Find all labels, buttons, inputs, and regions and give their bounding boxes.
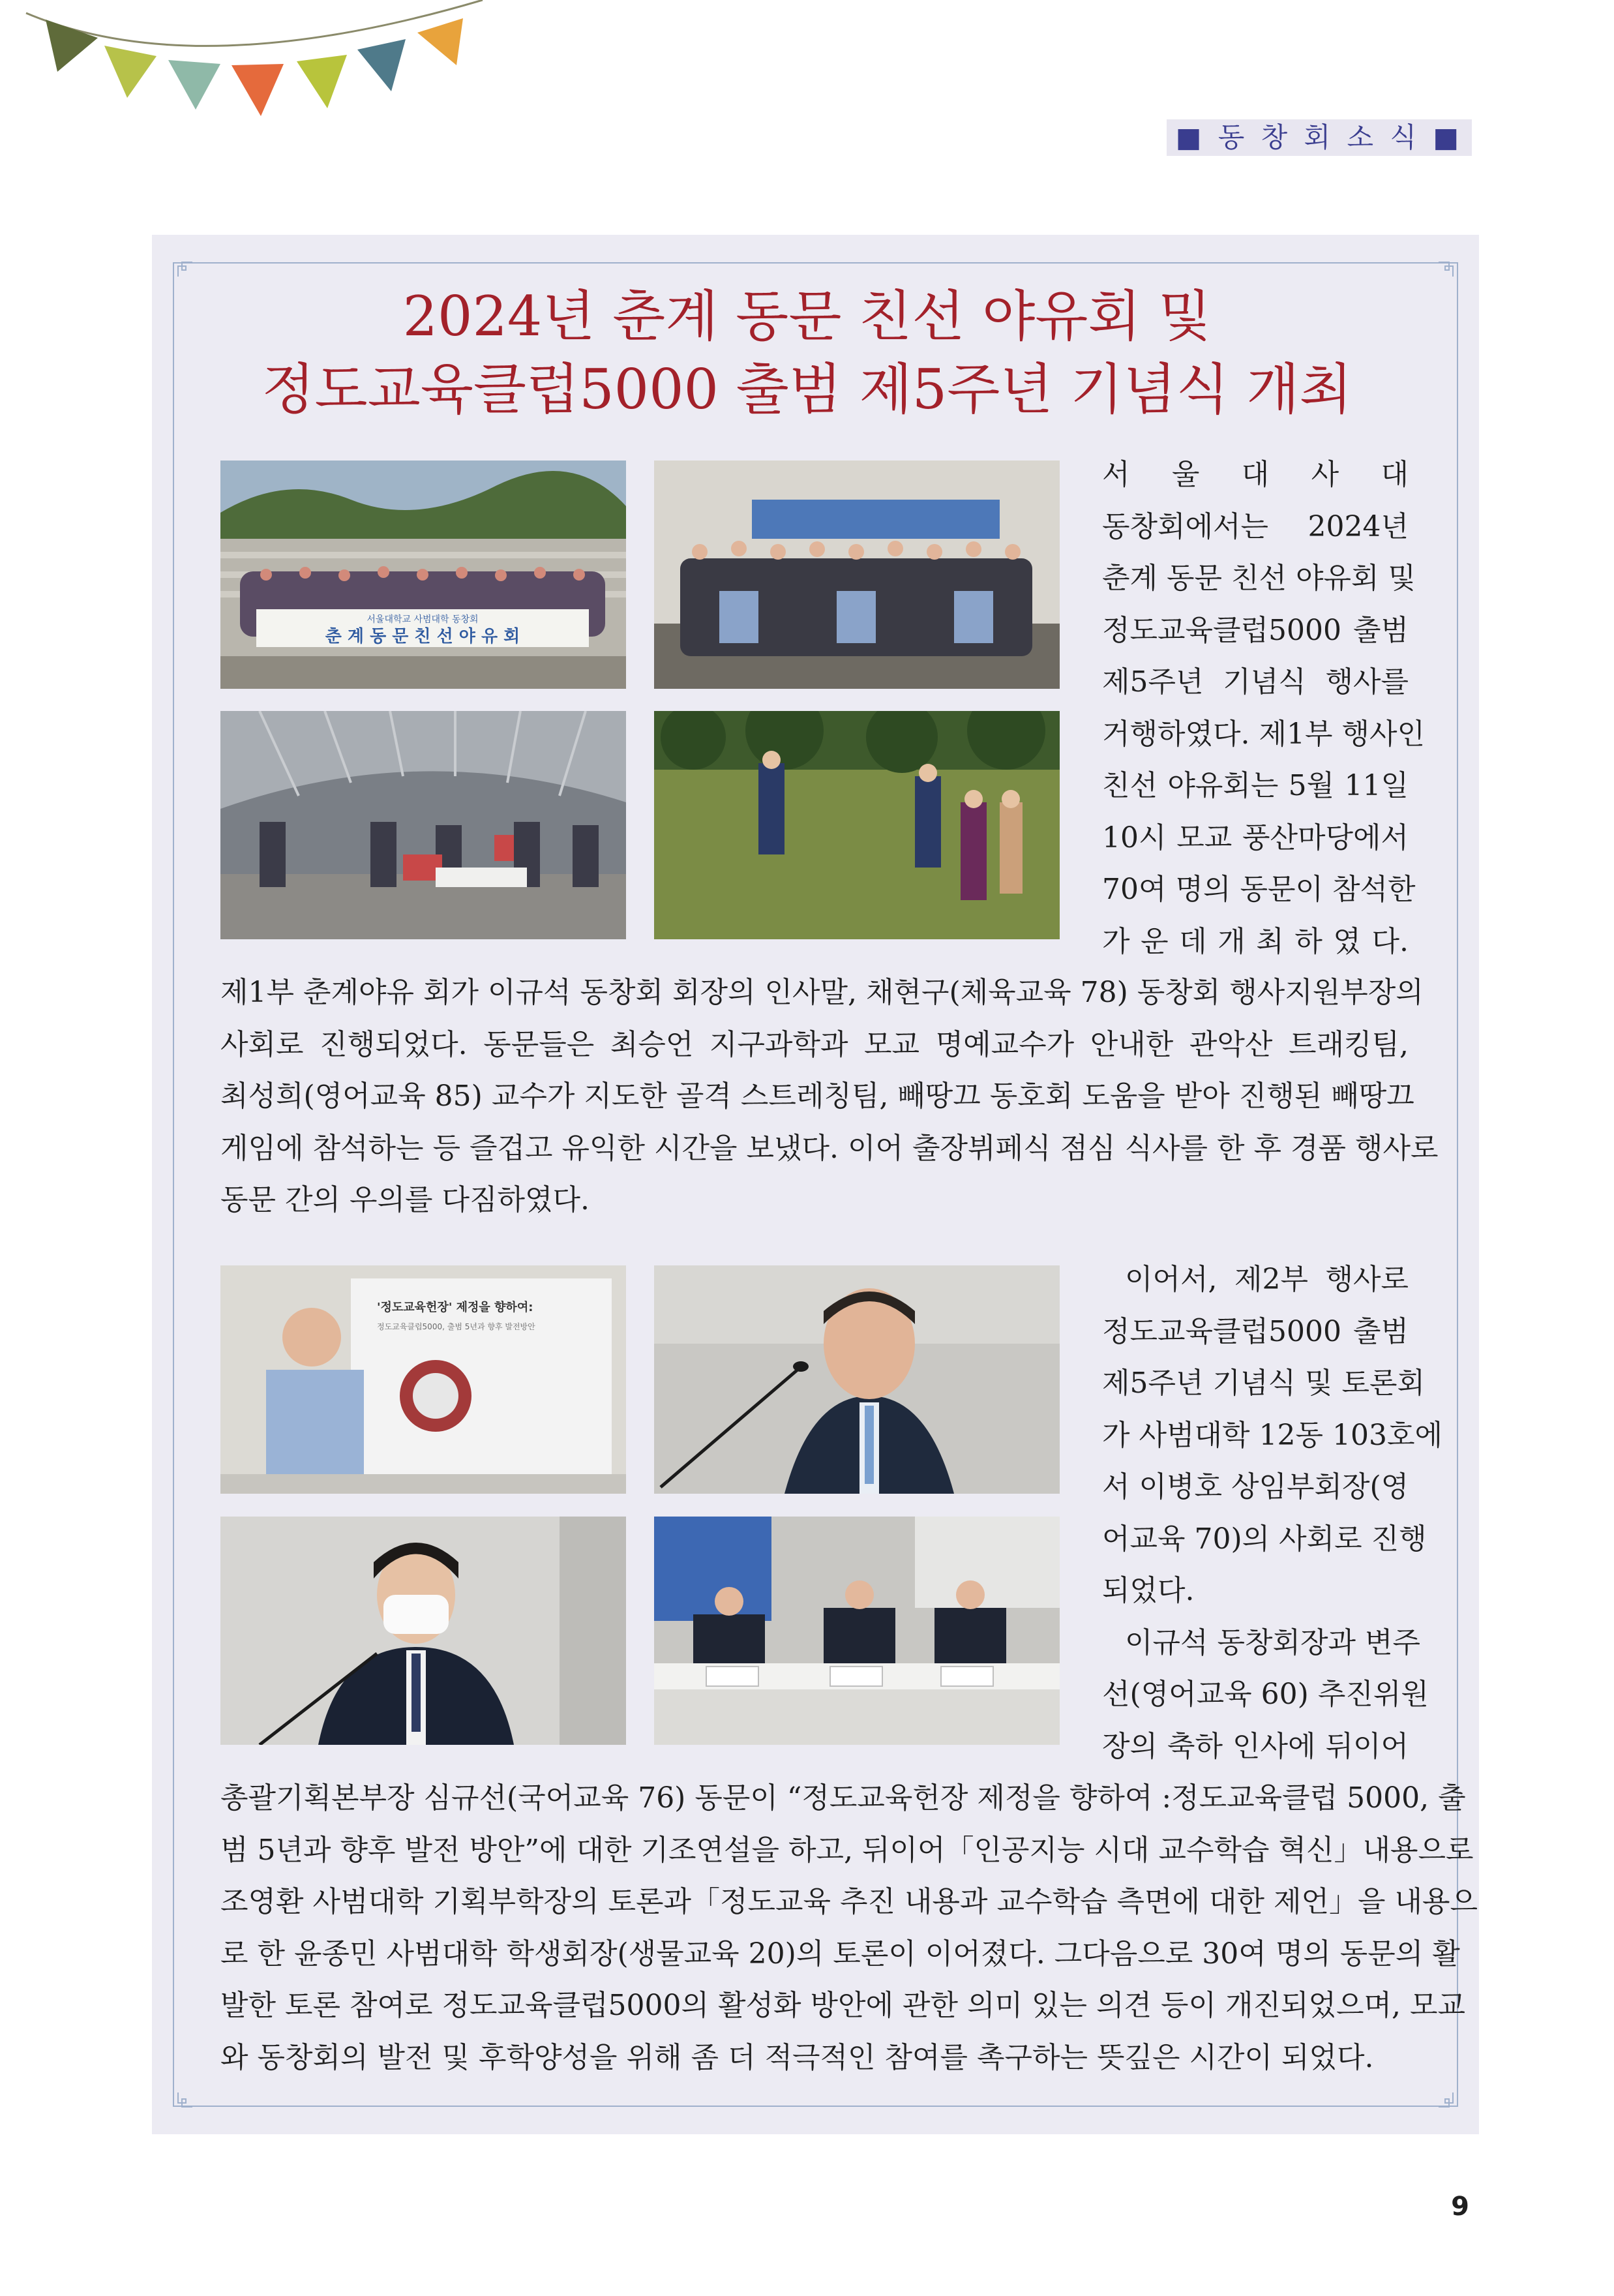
block2-full-line-3: 조영환 사범대학 기획부학장의 토론과「정도교육 추진 내용과 교수학습 측면에 대한 제언」을 내용으 [220,1885,1478,1918]
block1-line-8: 10시 모교 풍산마당에서 [1102,821,1409,854]
block1-full-line-5: 동문 간의 우의를 다짐하였다. [220,1183,590,1216]
block2-line-3: 제5주년 기념식 및 토론회 [1102,1367,1425,1400]
photo-panel-discussion [654,1517,1060,1745]
photo-speaker-microphone [654,1265,1060,1494]
block1-line-10: 가 운 데 개 최 하 였 다. [1102,924,1409,958]
block2-line-5: 서 이병호 상임부회장(영 [1102,1470,1409,1503]
block1-line-4: 정도교육클럽5000 출범 [1102,613,1409,647]
block2-full-line-1: 총괄기획본부장 심규선(국어교육 76) 동문이 “정도교육헌장 제정을 향하여 :정도교육클럽 5000, 출 [220,1781,1466,1815]
flag-5 [297,55,347,108]
flag-4 [232,64,284,116]
block1-line-9: 70여 명의 동문이 참석한 [1102,873,1416,906]
block1-full-line-2: 사회로 진행되었다. 동문들은 최승언 지구과학과 모교 명예교수가 안내한 관악산 트래킹팀, [220,1027,1409,1061]
corner-ornament [177,261,194,278]
photo-student-speaker [220,1517,626,1745]
photo-keynote-speaker [220,1265,626,1494]
page-number: 9 [1451,2192,1469,2222]
block1-line-1: 서 울 대 사 대 [1102,458,1409,491]
flag-7 [417,18,463,65]
banner-line-1: 서울대학교 사범대학 동창회 [366,614,479,625]
flag-1 [46,20,98,72]
block2-line-1: 이어서, 제2부 행사로 [1125,1263,1409,1296]
photo-stretching-team [220,711,626,939]
corner-ornament [1437,261,1454,278]
flag-2 [104,46,157,98]
article-title-line-2: 정도교육클럽5000 출범 제5주년 기념식 개최 [262,357,1352,421]
photo-lawn-game [654,711,1060,939]
block2-full-line-6: 와 동창회의 발전 및 후학양성을 위해 좀 더 적극적인 참여를 촉구하는 뜻깊은 시간이 되었다. [220,2040,1374,2074]
block2-full-line-5: 발한 토론 참여로 정도교육클럽5000의 활성화 방안에 관한 의미 있는 의견 등이 개진되었으며, 모교 [220,1989,1465,2022]
article-title-line-1: 2024년 춘계 동문 친선 야유회 및 [402,284,1212,348]
corner-ornament [177,2091,194,2108]
block1-line-3: 춘계 동문 친선 야유회 및 [1102,562,1416,595]
block1-line-6: 거행하였다. 제1부 행사인 [1102,717,1425,751]
slide-heading: '정도교육헌장' 제정을 향하여: [377,1301,533,1314]
flag-6 [357,39,406,91]
block2-line-4: 가 사범대학 12동 103호에 [1102,1418,1442,1452]
block2-line-10: 장의 축하 인사에 뒤이어 [1102,1729,1409,1763]
bunting-decoration [0,0,496,130]
block2-full-line-4: 로 한 윤종민 사범대학 학생회장(생물교육 20)의 토론이 이어졌다. 그다음으로 30여 명의 동문의 활 [220,1937,1460,1971]
block1-line-5: 제5주년 기념식 행사를 [1102,665,1409,699]
block1-full-line-4: 게임에 참석하는 등 즐겁고 유익한 시간을 보냈다. 이어 출장뷔페식 점심 식사를 한 후 경품 행사로 [220,1131,1439,1165]
block1-full-line-1: 제1부 춘계야유 회가 이규석 동창회 회장의 인사말, 채현구(체육교육 78) 동창회 행사지원부장의 [220,976,1424,1009]
photo-group-banner [220,461,626,689]
block2-line-6: 어교육 70)의 사회로 진행 [1102,1522,1427,1556]
block1-line-2: 동창회에서는 2024년 [1102,509,1409,543]
flag-3 [168,60,220,110]
block2-line-9: 선(영어교육 60) 추진위원 [1102,1678,1429,1711]
photo-indoor-group [654,461,1060,689]
block2-line-8: 이규석 동창회장과 변주 [1125,1625,1421,1659]
block2-line-7: 되었다. [1102,1574,1195,1607]
banner-line-2: 춘 계 동 문 친 선 야 유 회 [325,627,520,646]
block1-full-line-3: 최성희(영어교육 85) 교수가 지도한 골격 스트레칭팀, 빼땅끄 동호회 도움을 받아 진행된 빼땅끄 [220,1080,1414,1113]
block2-line-2: 정도교육클럽5000 출범 [1102,1314,1409,1348]
corner-ornament [1437,2091,1454,2108]
block2-full-line-2: 범 5년과 향후 발전 방안”에 대한 기조연설을 하고, 뒤이어「인공지능 시대 교수학습 혁신」내용으로 [220,1833,1474,1867]
section-label: ■ 동 창 회 소 식 ■ [1167,119,1472,156]
slide-subheading: 정도교육클럽5000, 출범 5년과 향후 발전방안 [377,1322,535,1331]
block1-line-7: 친선 야유회는 5월 11일 [1102,769,1409,802]
